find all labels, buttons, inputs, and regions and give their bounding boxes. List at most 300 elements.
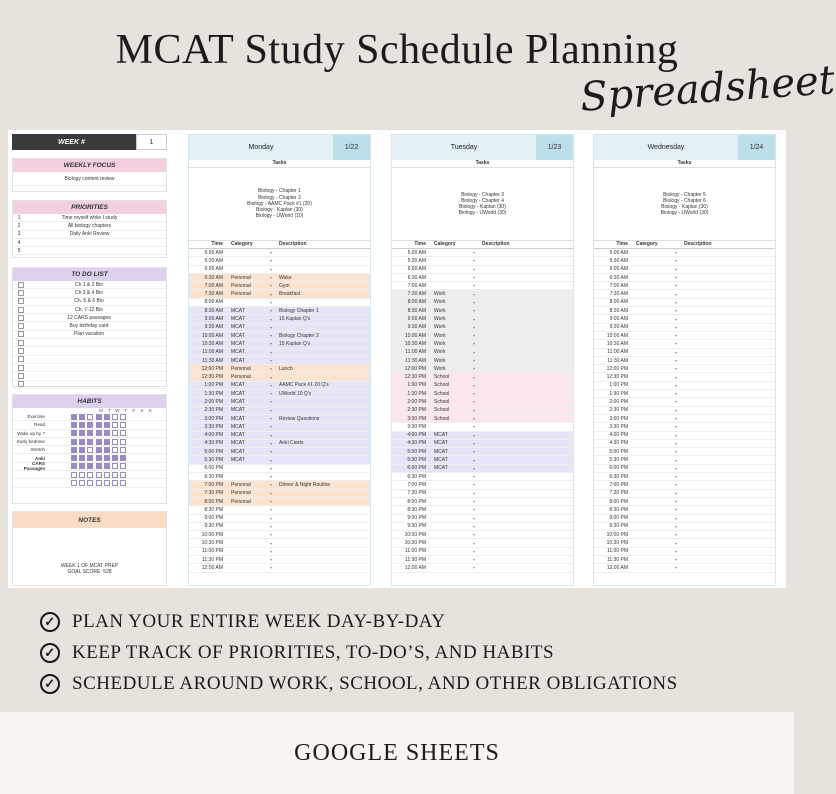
habit-checkbox[interactable]	[71, 455, 77, 461]
dropdown-arrow-icon[interactable]: ▾	[674, 540, 677, 546]
dropdown-arrow-icon[interactable]: ▾	[674, 374, 677, 380]
habit-checkbox[interactable]	[104, 455, 110, 461]
dropdown-arrow-icon[interactable]: ▾	[472, 399, 475, 405]
habit-checkbox[interactable]	[71, 430, 77, 436]
dropdown-arrow-icon[interactable]: ▾	[674, 341, 677, 347]
schedule-row[interactable]	[392, 506, 573, 514]
schedule-row[interactable]	[189, 398, 370, 406]
schedule-row[interactable]	[594, 481, 775, 489]
schedule-row[interactable]	[392, 415, 573, 423]
habit-checkbox[interactable]	[96, 472, 102, 478]
dropdown-arrow-icon[interactable]: ▾	[269, 382, 272, 388]
dropdown-arrow-icon[interactable]: ▾	[269, 532, 272, 538]
habit-checkbox[interactable]	[112, 422, 118, 428]
dropdown-arrow-icon[interactable]: ▾	[674, 532, 677, 538]
schedule-row[interactable]	[594, 531, 775, 539]
schedule-row[interactable]	[392, 440, 573, 448]
schedule-row[interactable]	[189, 307, 370, 315]
schedule-row[interactable]	[189, 299, 370, 307]
schedule-row[interactable]	[189, 556, 370, 564]
dropdown-arrow-icon[interactable]: ▾	[674, 499, 677, 505]
schedule-row[interactable]	[392, 274, 573, 282]
priority-row[interactable]	[13, 214, 166, 222]
dropdown-arrow-icon[interactable]: ▾	[269, 465, 272, 471]
schedule-row[interactable]	[189, 315, 370, 323]
habit-checkbox[interactable]	[79, 480, 85, 486]
dropdown-arrow-icon[interactable]: ▾	[472, 283, 475, 289]
dropdown-arrow-icon[interactable]: ▾	[472, 548, 475, 554]
habit-checkbox[interactable]	[71, 414, 77, 420]
dropdown-arrow-icon[interactable]: ▾	[674, 308, 677, 314]
schedule-row[interactable]	[594, 382, 775, 390]
schedule-row[interactable]	[594, 506, 775, 514]
habit-checkbox[interactable]	[112, 455, 118, 461]
schedule-row[interactable]	[594, 515, 775, 523]
dropdown-arrow-icon[interactable]: ▾	[269, 540, 272, 546]
dropdown-arrow-icon[interactable]: ▾	[472, 291, 475, 297]
dropdown-arrow-icon[interactable]: ▾	[472, 424, 475, 430]
dropdown-arrow-icon[interactable]: ▾	[269, 449, 272, 455]
schedule-row[interactable]	[189, 564, 370, 572]
habit-checkbox[interactable]	[104, 463, 110, 469]
schedule-row[interactable]	[594, 548, 775, 556]
schedule-row[interactable]	[594, 473, 775, 481]
habit-checkbox[interactable]	[87, 439, 93, 445]
schedule-row[interactable]	[189, 365, 370, 373]
habit-checkbox[interactable]	[79, 414, 85, 420]
schedule-row[interactable]	[392, 340, 573, 348]
schedule-row[interactable]	[189, 390, 370, 398]
schedule-row[interactable]	[594, 274, 775, 282]
habit-checkbox[interactable]	[120, 472, 126, 478]
schedule-row[interactable]	[189, 340, 370, 348]
weekly-focus-text[interactable]: Biology content review	[13, 172, 166, 186]
habit-checkbox[interactable]	[71, 472, 77, 478]
dropdown-arrow-icon[interactable]: ▾	[472, 532, 475, 538]
dropdown-arrow-icon[interactable]: ▾	[674, 275, 677, 281]
dropdown-arrow-icon[interactable]: ▾	[674, 523, 677, 529]
schedule-row[interactable]	[189, 481, 370, 489]
schedule-row[interactable]	[392, 515, 573, 523]
schedule-row[interactable]	[392, 249, 573, 257]
dropdown-arrow-icon[interactable]: ▾	[269, 250, 272, 256]
dropdown-arrow-icon[interactable]: ▾	[472, 374, 475, 380]
dropdown-arrow-icon[interactable]: ▾	[674, 333, 677, 339]
schedule-row[interactable]	[392, 465, 573, 473]
habit-checkbox[interactable]	[79, 422, 85, 428]
tasks-cell[interactable]	[594, 168, 775, 241]
habit-checkbox[interactable]	[120, 430, 126, 436]
dropdown-arrow-icon[interactable]: ▾	[472, 308, 475, 314]
habit-checkbox[interactable]	[87, 414, 93, 420]
dropdown-arrow-icon[interactable]: ▾	[472, 565, 475, 571]
todo-checkbox[interactable]	[18, 348, 24, 354]
schedule-row[interactable]	[392, 282, 573, 290]
dropdown-arrow-icon[interactable]: ▾	[472, 465, 475, 471]
week-number-cell[interactable]: 1	[136, 134, 167, 150]
dropdown-arrow-icon[interactable]: ▾	[269, 432, 272, 438]
dropdown-arrow-icon[interactable]: ▾	[674, 507, 677, 513]
schedule-row[interactable]	[392, 398, 573, 406]
dropdown-arrow-icon[interactable]: ▾	[269, 490, 272, 496]
habit-checkbox[interactable]	[71, 480, 77, 486]
schedule-row[interactable]	[594, 498, 775, 506]
habit-checkbox[interactable]	[104, 447, 110, 453]
habit-checkbox[interactable]	[71, 463, 77, 469]
dropdown-arrow-icon[interactable]: ▾	[674, 424, 677, 430]
dropdown-arrow-icon[interactable]: ▾	[674, 299, 677, 305]
schedule-row[interactable]	[392, 382, 573, 390]
dropdown-arrow-icon[interactable]: ▾	[269, 507, 272, 513]
tasks-cell[interactable]	[189, 168, 370, 241]
schedule-row[interactable]	[594, 490, 775, 498]
habit-checkbox[interactable]	[120, 414, 126, 420]
dropdown-arrow-icon[interactable]: ▾	[472, 366, 475, 372]
schedule-row[interactable]	[392, 315, 573, 323]
schedule-row[interactable]	[392, 307, 573, 315]
schedule-row[interactable]	[189, 440, 370, 448]
habit-checkbox[interactable]	[104, 472, 110, 478]
schedule-row[interactable]	[392, 473, 573, 481]
schedule-row[interactable]	[594, 290, 775, 298]
dropdown-arrow-icon[interactable]: ▾	[269, 258, 272, 264]
schedule-row[interactable]	[189, 274, 370, 282]
schedule-row[interactable]	[392, 365, 573, 373]
habit-checkbox[interactable]	[87, 455, 93, 461]
habit-checkbox[interactable]	[96, 463, 102, 469]
schedule-row[interactable]	[189, 506, 370, 514]
schedule-row[interactable]	[594, 407, 775, 415]
schedule-row[interactable]	[594, 523, 775, 531]
habit-checkbox[interactable]	[96, 480, 102, 486]
dropdown-arrow-icon[interactable]: ▾	[269, 299, 272, 305]
todo-checkbox[interactable]	[18, 365, 24, 371]
dropdown-arrow-icon[interactable]: ▾	[472, 449, 475, 455]
schedule-row[interactable]	[392, 481, 573, 489]
schedule-row[interactable]	[189, 324, 370, 332]
schedule-row[interactable]	[189, 357, 370, 365]
schedule-row[interactable]	[189, 382, 370, 390]
dropdown-arrow-icon[interactable]: ▾	[269, 482, 272, 488]
dropdown-arrow-icon[interactable]: ▾	[269, 548, 272, 554]
habit-checkbox[interactable]	[104, 422, 110, 428]
habit-checkbox[interactable]	[79, 463, 85, 469]
schedule-row[interactable]	[189, 498, 370, 506]
schedule-row[interactable]	[594, 564, 775, 572]
dropdown-arrow-icon[interactable]: ▾	[269, 391, 272, 397]
habit-checkbox[interactable]	[112, 463, 118, 469]
tasks-cell[interactable]	[392, 168, 573, 241]
schedule-row[interactable]	[392, 357, 573, 365]
dropdown-arrow-icon[interactable]: ▾	[674, 474, 677, 480]
schedule-row[interactable]	[189, 407, 370, 415]
dropdown-arrow-icon[interactable]: ▾	[269, 523, 272, 529]
habit-checkbox[interactable]	[96, 447, 102, 453]
dropdown-arrow-icon[interactable]: ▾	[269, 333, 272, 339]
dropdown-arrow-icon[interactable]: ▾	[674, 316, 677, 322]
dropdown-arrow-icon[interactable]: ▾	[472, 432, 475, 438]
schedule-row[interactable]	[392, 390, 573, 398]
priority-row[interactable]	[13, 239, 166, 247]
habit-checkbox[interactable]	[112, 472, 118, 478]
habit-checkbox[interactable]	[112, 414, 118, 420]
schedule-row[interactable]	[392, 523, 573, 531]
schedule-row[interactable]	[189, 548, 370, 556]
schedule-row[interactable]	[594, 349, 775, 357]
schedule-row[interactable]	[392, 332, 573, 340]
schedule-row[interactable]	[392, 324, 573, 332]
notes-body[interactable]	[13, 528, 166, 585]
dropdown-arrow-icon[interactable]: ▾	[674, 291, 677, 297]
habit-checkbox[interactable]	[120, 455, 126, 461]
schedule-row[interactable]	[392, 456, 573, 464]
schedule-row[interactable]	[594, 299, 775, 307]
dropdown-arrow-icon[interactable]: ▾	[674, 490, 677, 496]
habit-checkbox[interactable]	[96, 455, 102, 461]
dropdown-arrow-icon[interactable]: ▾	[269, 515, 272, 521]
schedule-row[interactable]	[189, 415, 370, 423]
habit-checkbox[interactable]	[112, 439, 118, 445]
dropdown-arrow-icon[interactable]: ▾	[472, 382, 475, 388]
dropdown-arrow-icon[interactable]: ▾	[674, 440, 677, 446]
schedule-row[interactable]	[189, 473, 370, 481]
habit-checkbox[interactable]	[87, 422, 93, 428]
schedule-row[interactable]	[189, 373, 370, 381]
schedule-row[interactable]	[189, 249, 370, 257]
dropdown-arrow-icon[interactable]: ▾	[674, 250, 677, 256]
schedule-row[interactable]	[392, 290, 573, 298]
schedule-row[interactable]	[594, 448, 775, 456]
dropdown-arrow-icon[interactable]: ▾	[674, 449, 677, 455]
schedule-row[interactable]	[189, 490, 370, 498]
dropdown-arrow-icon[interactable]: ▾	[472, 490, 475, 496]
dropdown-arrow-icon[interactable]: ▾	[269, 366, 272, 372]
dropdown-arrow-icon[interactable]: ▾	[472, 557, 475, 563]
dropdown-arrow-icon[interactable]: ▾	[472, 316, 475, 322]
dropdown-arrow-icon[interactable]: ▾	[269, 275, 272, 281]
dropdown-arrow-icon[interactable]: ▾	[269, 316, 272, 322]
schedule-row[interactable]	[392, 257, 573, 265]
dropdown-arrow-icon[interactable]: ▾	[269, 499, 272, 505]
schedule-row[interactable]	[594, 440, 775, 448]
habit-checkbox[interactable]	[104, 430, 110, 436]
habit-checkbox[interactable]	[104, 480, 110, 486]
dropdown-arrow-icon[interactable]: ▾	[674, 266, 677, 272]
dropdown-arrow-icon[interactable]: ▾	[269, 358, 272, 363]
habit-checkbox[interactable]	[79, 439, 85, 445]
schedule-row[interactable]	[594, 465, 775, 473]
schedule-row[interactable]	[594, 282, 775, 290]
todo-checkbox[interactable]	[18, 356, 24, 362]
habit-checkbox[interactable]	[71, 439, 77, 445]
dropdown-arrow-icon[interactable]: ▾	[269, 349, 272, 355]
dropdown-arrow-icon[interactable]: ▾	[472, 474, 475, 480]
dropdown-arrow-icon[interactable]: ▾	[472, 507, 475, 513]
schedule-row[interactable]	[189, 523, 370, 531]
dropdown-arrow-icon[interactable]: ▾	[674, 432, 677, 438]
dropdown-arrow-icon[interactable]: ▾	[472, 457, 475, 463]
dropdown-arrow-icon[interactable]: ▾	[674, 399, 677, 405]
habit-checkbox[interactable]	[96, 422, 102, 428]
dropdown-arrow-icon[interactable]: ▾	[674, 557, 677, 563]
dropdown-arrow-icon[interactable]: ▾	[269, 557, 272, 563]
schedule-row[interactable]	[189, 257, 370, 265]
dropdown-arrow-icon[interactable]: ▾	[674, 465, 677, 471]
dropdown-arrow-icon[interactable]: ▾	[269, 341, 272, 347]
habit-checkbox[interactable]	[87, 447, 93, 453]
habit-checkbox[interactable]	[87, 472, 93, 478]
schedule-row[interactable]	[594, 324, 775, 332]
habit-checkbox[interactable]	[87, 480, 93, 486]
dropdown-arrow-icon[interactable]: ▾	[472, 515, 475, 521]
dropdown-arrow-icon[interactable]: ▾	[472, 440, 475, 446]
habit-checkbox[interactable]	[71, 447, 77, 453]
habit-checkbox[interactable]	[120, 447, 126, 453]
dropdown-arrow-icon[interactable]: ▾	[472, 266, 475, 272]
schedule-row[interactable]	[189, 456, 370, 464]
schedule-row[interactable]	[392, 556, 573, 564]
schedule-row[interactable]	[594, 432, 775, 440]
habit-checkbox[interactable]	[79, 430, 85, 436]
dropdown-arrow-icon[interactable]: ▾	[674, 407, 677, 413]
dropdown-arrow-icon[interactable]: ▾	[269, 291, 272, 297]
dropdown-arrow-icon[interactable]: ▾	[269, 424, 272, 430]
schedule-row[interactable]	[594, 266, 775, 274]
dropdown-arrow-icon[interactable]: ▾	[674, 515, 677, 521]
schedule-row[interactable]	[392, 407, 573, 415]
schedule-row[interactable]	[594, 257, 775, 265]
dropdown-arrow-icon[interactable]: ▾	[674, 382, 677, 388]
todo-checkbox[interactable]	[18, 373, 24, 379]
dropdown-arrow-icon[interactable]: ▾	[472, 499, 475, 505]
priority-row[interactable]	[13, 247, 166, 255]
dropdown-arrow-icon[interactable]: ▾	[472, 358, 475, 363]
schedule-row[interactable]	[189, 290, 370, 298]
todo-checkbox[interactable]	[18, 340, 24, 346]
dropdown-arrow-icon[interactable]: ▾	[269, 457, 272, 463]
schedule-row[interactable]	[594, 373, 775, 381]
habit-checkbox[interactable]	[112, 480, 118, 486]
habit-checkbox[interactable]	[79, 447, 85, 453]
dropdown-arrow-icon[interactable]: ▾	[472, 250, 475, 256]
schedule-row[interactable]	[594, 390, 775, 398]
schedule-row[interactable]	[594, 456, 775, 464]
schedule-row[interactable]	[594, 315, 775, 323]
schedule-row[interactable]	[189, 332, 370, 340]
habit-checkbox[interactable]	[120, 422, 126, 428]
schedule-row[interactable]	[392, 564, 573, 572]
schedule-row[interactable]	[392, 373, 573, 381]
schedule-row[interactable]	[392, 266, 573, 274]
dropdown-arrow-icon[interactable]: ▾	[269, 283, 272, 289]
schedule-row[interactable]	[189, 432, 370, 440]
habit-checkbox[interactable]	[96, 439, 102, 445]
dropdown-arrow-icon[interactable]: ▾	[674, 366, 677, 372]
priority-row[interactable]	[13, 222, 166, 230]
schedule-row[interactable]	[189, 266, 370, 274]
dropdown-arrow-icon[interactable]: ▾	[269, 324, 272, 330]
dropdown-arrow-icon[interactable]: ▾	[269, 266, 272, 272]
habit-checkbox[interactable]	[79, 455, 85, 461]
schedule-row[interactable]	[189, 531, 370, 539]
dropdown-arrow-icon[interactable]: ▾	[269, 416, 272, 422]
dropdown-arrow-icon[interactable]: ▾	[674, 548, 677, 554]
schedule-row[interactable]	[392, 349, 573, 357]
dropdown-arrow-icon[interactable]: ▾	[269, 440, 272, 446]
dropdown-arrow-icon[interactable]: ▾	[674, 391, 677, 397]
schedule-row[interactable]	[189, 349, 370, 357]
schedule-row[interactable]	[392, 423, 573, 431]
dropdown-arrow-icon[interactable]: ▾	[472, 407, 475, 413]
dropdown-arrow-icon[interactable]: ▾	[674, 565, 677, 571]
dropdown-arrow-icon[interactable]: ▾	[674, 283, 677, 289]
schedule-row[interactable]	[189, 282, 370, 290]
habit-checkbox[interactable]	[87, 430, 93, 436]
schedule-row[interactable]	[392, 490, 573, 498]
schedule-row[interactable]	[392, 299, 573, 307]
dropdown-arrow-icon[interactable]: ▾	[472, 333, 475, 339]
schedule-row[interactable]	[392, 539, 573, 547]
dropdown-arrow-icon[interactable]: ▾	[269, 374, 272, 380]
dropdown-arrow-icon[interactable]: ▾	[472, 482, 475, 488]
dropdown-arrow-icon[interactable]: ▾	[674, 358, 677, 363]
schedule-row[interactable]	[392, 432, 573, 440]
dropdown-arrow-icon[interactable]: ▾	[674, 416, 677, 422]
schedule-row[interactable]	[594, 415, 775, 423]
habit-checkbox[interactable]	[71, 422, 77, 428]
habit-checkbox[interactable]	[120, 480, 126, 486]
schedule-row[interactable]	[594, 365, 775, 373]
schedule-row[interactable]	[392, 498, 573, 506]
habit-checkbox[interactable]	[104, 414, 110, 420]
schedule-row[interactable]	[594, 332, 775, 340]
dropdown-arrow-icon[interactable]: ▾	[674, 324, 677, 330]
dropdown-arrow-icon[interactable]: ▾	[472, 275, 475, 281]
schedule-row[interactable]	[594, 539, 775, 547]
schedule-row[interactable]	[594, 556, 775, 564]
schedule-row[interactable]	[189, 515, 370, 523]
priority-row[interactable]	[13, 231, 166, 239]
habit-checkbox[interactable]	[96, 430, 102, 436]
habit-checkbox[interactable]	[79, 472, 85, 478]
habit-checkbox[interactable]	[120, 463, 126, 469]
dropdown-arrow-icon[interactable]: ▾	[674, 349, 677, 355]
schedule-row[interactable]	[594, 357, 775, 365]
schedule-row[interactable]	[392, 531, 573, 539]
dropdown-arrow-icon[interactable]: ▾	[472, 540, 475, 546]
schedule-row[interactable]	[594, 307, 775, 315]
dropdown-arrow-icon[interactable]: ▾	[269, 474, 272, 480]
habit-checkbox[interactable]	[104, 439, 110, 445]
dropdown-arrow-icon[interactable]: ▾	[472, 299, 475, 305]
schedule-row[interactable]	[594, 249, 775, 257]
schedule-row[interactable]	[594, 340, 775, 348]
schedule-row[interactable]	[594, 398, 775, 406]
dropdown-arrow-icon[interactable]: ▾	[472, 324, 475, 330]
schedule-row[interactable]	[594, 423, 775, 431]
habit-checkbox[interactable]	[87, 463, 93, 469]
dropdown-arrow-icon[interactable]: ▾	[674, 482, 677, 488]
dropdown-arrow-icon[interactable]: ▾	[472, 258, 475, 264]
dropdown-arrow-icon[interactable]: ▾	[269, 407, 272, 413]
dropdown-arrow-icon[interactable]: ▾	[472, 391, 475, 397]
dropdown-arrow-icon[interactable]: ▾	[472, 523, 475, 529]
schedule-row[interactable]	[392, 548, 573, 556]
dropdown-arrow-icon[interactable]: ▾	[269, 308, 272, 314]
dropdown-arrow-icon[interactable]: ▾	[472, 341, 475, 347]
dropdown-arrow-icon[interactable]: ▾	[472, 416, 475, 422]
schedule-row[interactable]	[189, 539, 370, 547]
